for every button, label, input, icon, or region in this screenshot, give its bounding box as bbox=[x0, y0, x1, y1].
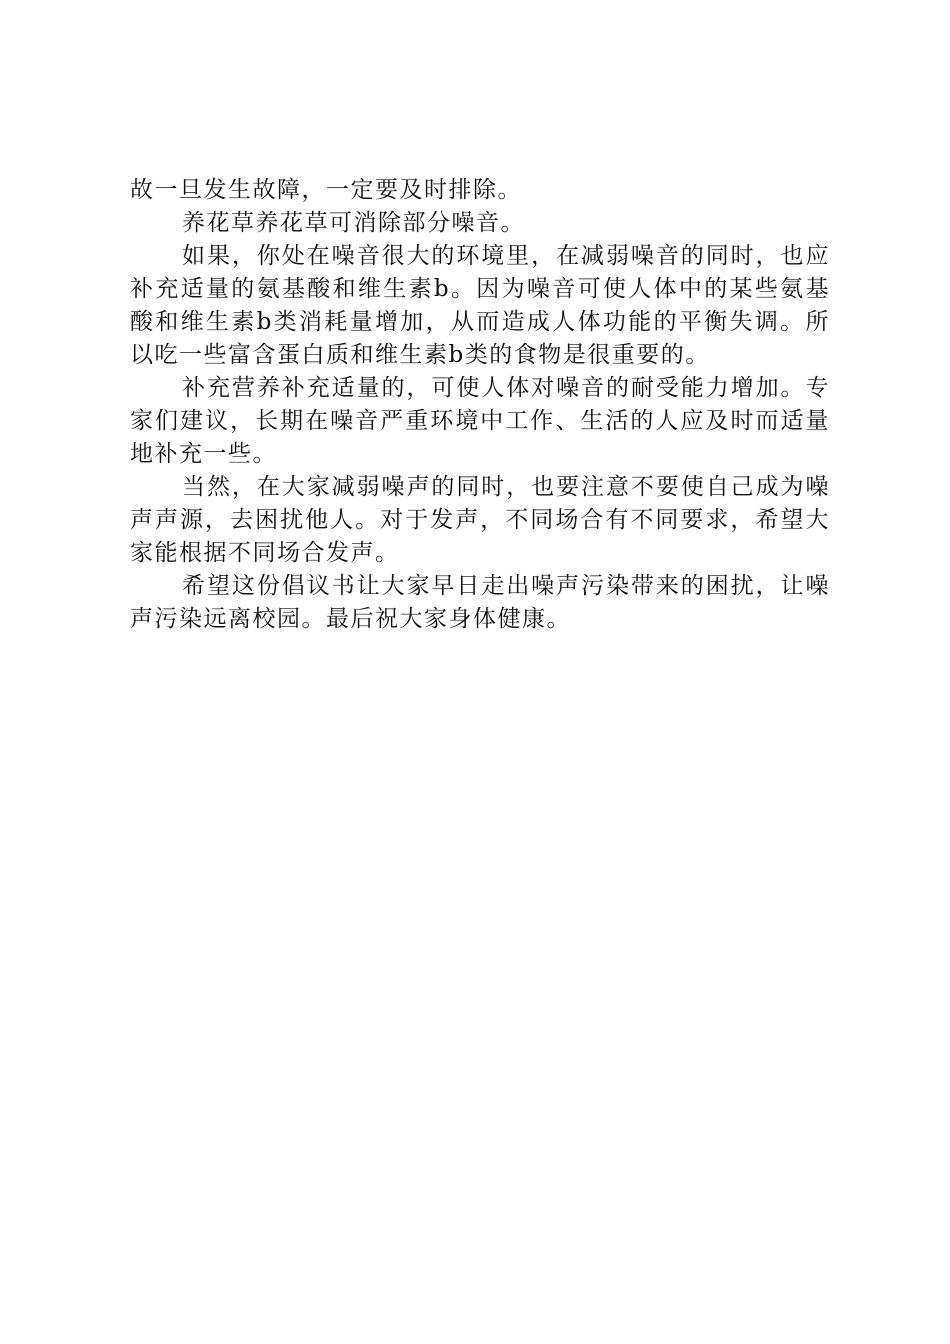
document-body bbox=[130, 174, 830, 636]
paragraph-continuation: 故一旦发生故障，一定要及时排除。 bbox=[130, 177, 522, 203]
paragraph-supplement: 补充营养补充适量的，可使人体对噪音的耐受能力增加。专家们建议，长期在噪音严重环境中工作、生活的人应及时而适量地补充一些。 bbox=[130, 375, 830, 467]
paragraph-courtesy: 当然，在大家减弱噪声的同时，也要注意不要使自己成为噪声声源，去困扰他人。对于发声，不同场合有不同要求，希望大家能根据不同场合发声。 bbox=[130, 474, 830, 566]
paragraph-plants: 养花草养花草可消除部分噪音。 bbox=[182, 210, 525, 236]
paragraph-closing: 希望这份倡议书让大家早日走出噪声污染带来的困扰，让噪声污染远离校园。最后祝大家身体健康。 bbox=[130, 573, 830, 632]
paragraph-nutrition: 如果，你处在噪音很大的环境里，在减弱噪音的同时，也应补充适量的氨基酸和维生素b。因为噪音可使人体中的某些氨基酸和维生素b类消耗量增加，从而造成人体功能的平衡失调。所以吃一些富含蛋白质和维生素b类的食物是很重要的。 bbox=[130, 243, 830, 368]
